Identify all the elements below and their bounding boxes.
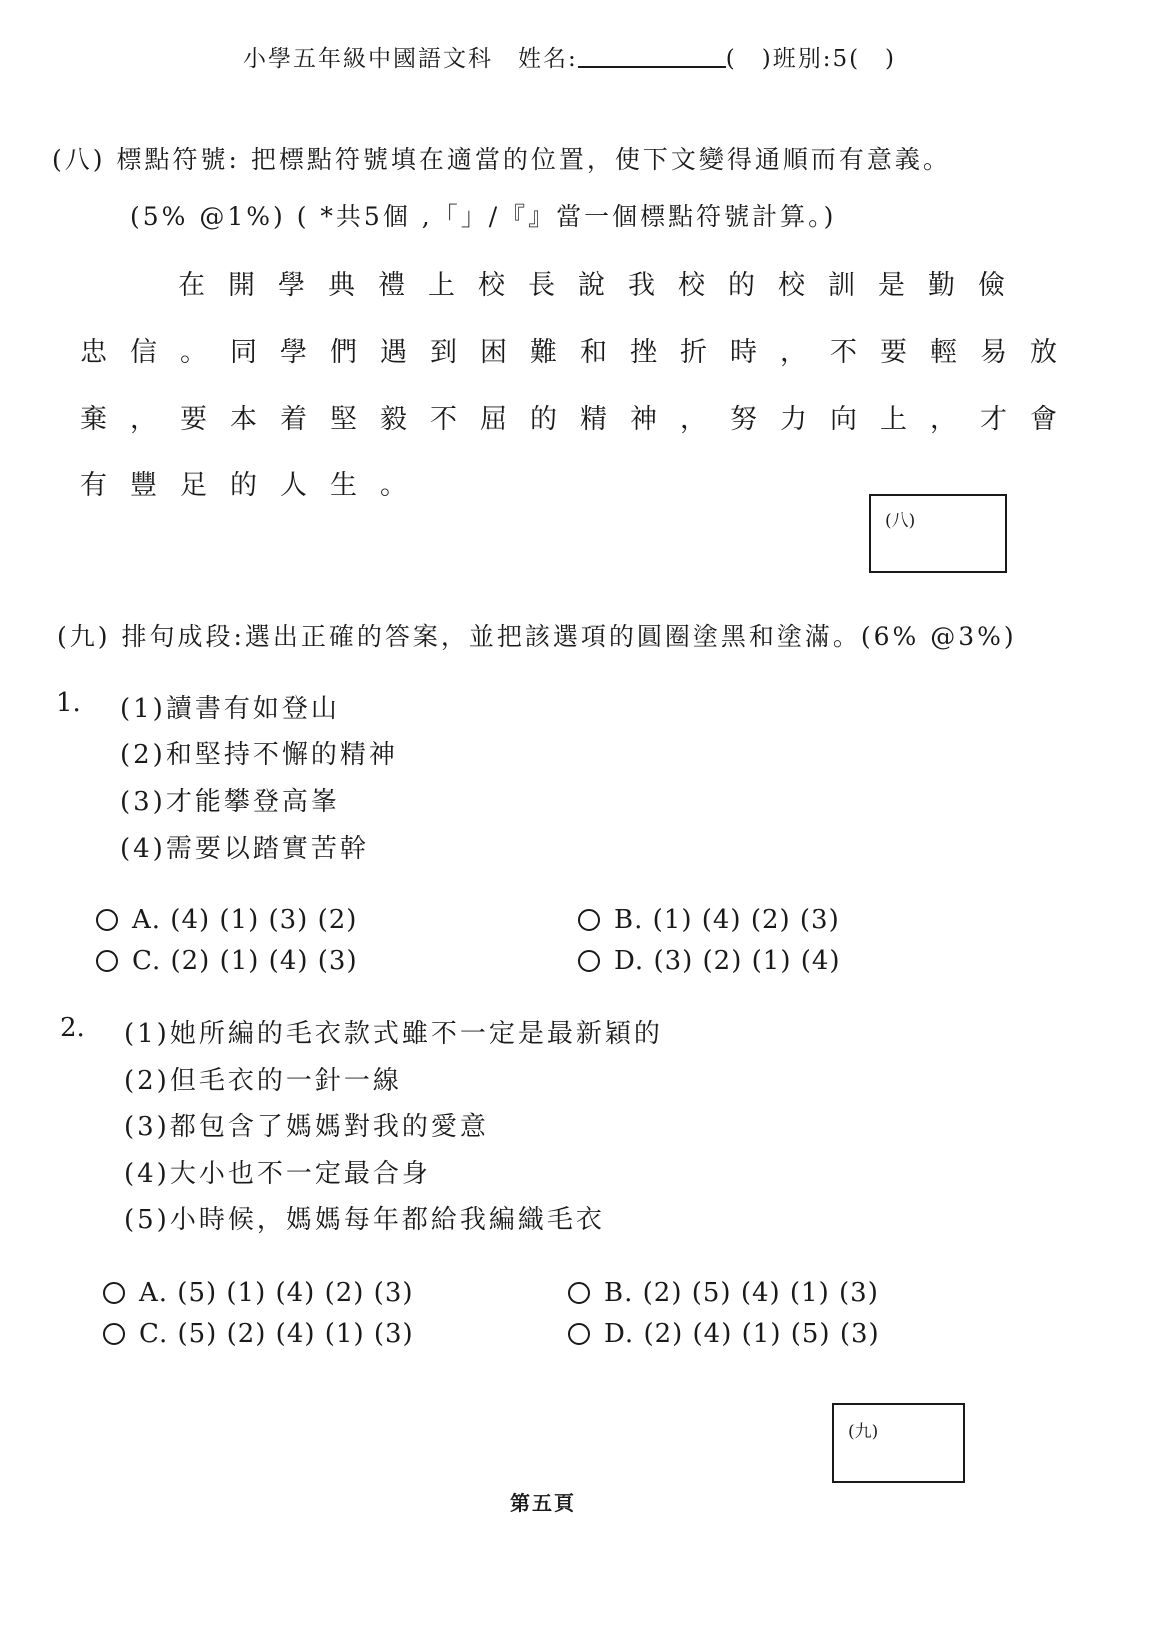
radio-circle-icon[interactable] [578,909,600,931]
section9-title: (九) 排句成段:選出正確的答案，並把該選項的圓圈塗黑和塗滿。(6% @3%) [57,622,1017,651]
option-label: D. (2) (4) (1) (5) (3) [604,1319,880,1349]
q1-option-d[interactable] [578,946,841,976]
q1-option-b[interactable] [578,905,840,935]
passage-line-1: 在開學典禮上校長說我校的校訓是勤儉 [178,270,1028,301]
page-number: 第五頁 [510,1491,576,1515]
q1-sentence-2: (2)和堅持不懈的精神 [120,740,398,770]
q2-option-a[interactable] [103,1278,414,1308]
option-label: B. (1) (4) (2) (3) [614,905,840,935]
question-1-number: 1. [56,688,81,718]
radio-circle-icon[interactable] [96,950,118,972]
q2-option-d[interactable] [568,1319,880,1349]
q1-sentence-1: (1)讀書有如登山 [120,694,340,724]
radio-circle-icon[interactable] [578,950,600,972]
passage-line-4: 有豐足的人生。 [80,470,430,501]
radio-circle-icon[interactable] [103,1282,125,1304]
radio-circle-icon[interactable] [96,909,118,931]
question-2-number: 2. [60,1013,85,1043]
score-box-section9 [832,1403,965,1483]
option-label: A. (5) (1) (4) (2) (3) [139,1278,414,1308]
option-label: C. (2) (1) (4) (3) [132,946,358,976]
section8-title: (八) 標點符號: 把標點符號填在適當的位置，使下文變得通順而有意義。 [52,145,951,174]
radio-circle-icon[interactable] [103,1323,125,1345]
q2-sentence-2: (2)但毛衣的一針一線 [124,1066,402,1096]
header-class-label: ( )班別:5( ) [725,46,897,72]
q2-option-c[interactable] [103,1319,414,1349]
score-box-label: (八) [885,511,916,531]
q1-option-c[interactable] [96,946,358,976]
passage-line-3: 棄，要本着堅毅不屈的精神，努力向上，才會 [80,404,1080,435]
section8-note: (5% @1%) ( *共5個 ,「」/『』當一個標點符號計算。) [130,202,837,231]
radio-circle-icon[interactable] [568,1282,590,1304]
radio-circle-icon[interactable] [568,1323,590,1345]
option-label: C. (5) (2) (4) (1) (3) [139,1319,414,1349]
q2-sentence-3: (3)都包含了媽媽對我的愛意 [124,1112,489,1142]
q2-option-b[interactable] [568,1278,879,1308]
score-box-label: (九) [848,1422,879,1442]
name-blank[interactable] [578,44,726,68]
q1-sentence-4: (4)需要以踏實苦幹 [120,834,369,864]
score-box-section8 [869,494,1007,573]
option-label: A. (4) (1) (3) (2) [132,905,358,935]
q2-sentence-4: (4)大小也不一定最合身 [124,1159,431,1189]
q1-sentence-3: (3)才能攀登高峯 [120,787,340,817]
option-label: D. (3) (2) (1) (4) [614,946,841,976]
option-label: B. (2) (5) (4) (1) (3) [604,1278,879,1308]
header-subject-label: 小學五年級中國語文科 姓名: [243,46,578,72]
q2-sentence-5: (5)小時候，媽媽每年都給我編織毛衣 [124,1205,605,1235]
worksheet-header [243,40,896,73]
q1-option-a[interactable] [96,905,357,935]
passage-line-2: 忠信。同學們遇到困難和挫折時，不要輕易放 [80,337,1080,368]
q2-sentence-1: (1)她所編的毛衣款式雖不一定是最新穎的 [124,1019,663,1049]
